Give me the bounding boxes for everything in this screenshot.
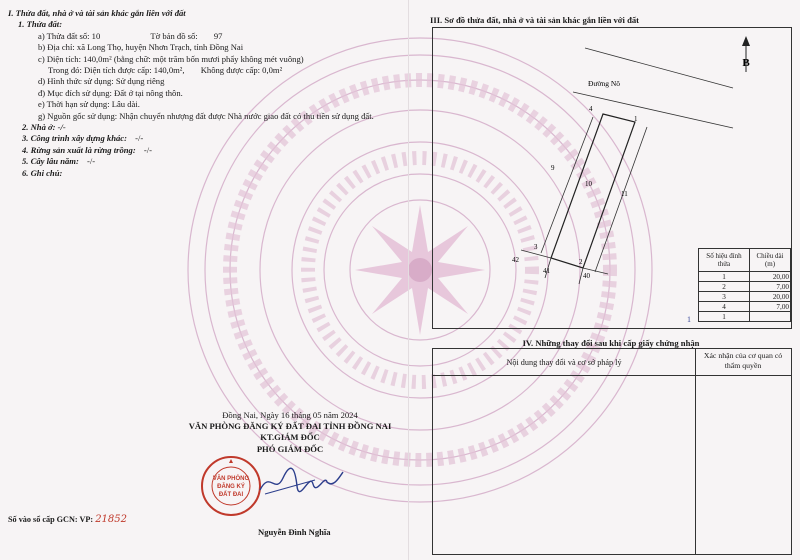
perennial-value: -/-: [86, 156, 96, 167]
registration-number: [8, 514, 127, 525]
road-lower-edge: [573, 92, 733, 128]
vertex-1: 1: [634, 115, 638, 123]
seal-line-1: VĂN PHÒNG: [212, 476, 250, 482]
area: c) Diện tích: 140,0m² (bằng chữ: một trăm bốn mươi phẩy không mét vuông): [38, 53, 304, 64]
perennial-label: 5. Cây lâu năm:: [22, 156, 79, 167]
area-granted: Trong đó: Diện tích được cấp: 140,0m²,: [48, 65, 185, 76]
changes-table-divider: [695, 349, 696, 554]
vertex-cell: 2: [699, 282, 750, 292]
col-length-header: Chiều dài (m): [750, 249, 791, 272]
section-house: 2. Nhà ở: -/-: [22, 122, 66, 133]
parcel-number-text: a) Thửa đất số: 10: [38, 30, 101, 41]
length-cell: 20,00: [750, 292, 791, 302]
usage-origin: g) Nguồn gốc sử dụng: Nhận chuyển nhượng đất được Nhà nước giao đất có thu tiền sử dụng đất.: [38, 110, 374, 121]
neighbor-line-right: [595, 127, 647, 272]
construction-value: -/-: [135, 133, 144, 144]
edge-length-table: [698, 248, 791, 322]
neighbor-42: 42: [512, 256, 519, 264]
vertex-4: 4: [589, 105, 593, 113]
table-row: [699, 312, 791, 322]
neighbor-11: 11: [621, 190, 628, 198]
vertex-2: 2: [579, 258, 583, 266]
handwritten-signature: [255, 460, 345, 500]
changes-content-header: Nội dung thay đổi và cơ sở pháp lý: [506, 357, 622, 367]
north-label: B: [742, 57, 750, 69]
issuing-office: VĂN PHÒNG ĐĂNG KÝ ĐẤT ĐAI TỈNH ĐỒNG NAI: [188, 421, 392, 432]
col-vertex-header: Số hiệu đỉnh thửa: [699, 249, 750, 272]
road-name: Đường Nô: [588, 79, 620, 88]
table-row: [699, 282, 791, 292]
seal-line-3: ĐẤT ĐAI: [218, 492, 244, 498]
area-detail: [8, 65, 406, 76]
changes-confirm-header: Xác nhận của cơ quan có thẩm quyền: [703, 351, 783, 370]
vertex-cell: 4: [699, 302, 750, 312]
length-cell: 7,00: [750, 302, 791, 312]
usage-term: e) Thời hạn sử dụng: Lâu dài.: [38, 99, 140, 110]
signature-block: [160, 410, 420, 455]
vertex-cell: 1: [699, 312, 750, 322]
forest-value: -/-: [143, 144, 152, 155]
left-panel: [8, 8, 406, 179]
area-not-granted: Không được cấp: 0,0m²: [200, 65, 283, 76]
section-3-title: III. Sơ đồ thửa đất, nhà ở và tài sản khác gắn liền với đất: [430, 15, 640, 25]
table-row: [699, 292, 791, 302]
neighbor-41: 41: [543, 267, 550, 275]
vertex-cell: 1: [699, 272, 750, 282]
kt-director: KT.GIÁM ĐỐC: [260, 432, 320, 443]
signer-name: Nguyễn Đình Nghĩa: [258, 527, 331, 537]
sign-date: Đồng Nai, Ngày 16 tháng 05 năm 2024: [222, 410, 358, 420]
section-1-title: I. Thửa đất, nhà ở và tài sản khác gắn liền với đất: [8, 8, 186, 18]
neighbor-9: 9: [551, 164, 555, 172]
seal-line-2: ĐĂNG KÝ: [217, 484, 245, 490]
forest-label: 4. Rừng sản xuất là rừng trồng:: [22, 144, 136, 155]
length-cell: [750, 312, 791, 322]
official-seal: [200, 455, 262, 517]
section-forest: [8, 145, 406, 156]
usage-form: d) Hình thức sử dụng: Sử dụng riêng: [38, 76, 165, 87]
changes-table-header: [433, 349, 791, 376]
construction-label: 3. Công trình xây dựng khác:: [22, 133, 127, 144]
parcel-number: [8, 31, 406, 42]
vertex-cell: 3: [699, 292, 750, 302]
deputy-director: PHÓ GIÁM ĐỐC: [256, 443, 324, 454]
section-notes: 6. Ghi chú:: [22, 167, 63, 178]
usage-purpose: đ) Mục đích sử dụng: Đất ở tại nông thôn.: [38, 87, 183, 98]
page-fold: [408, 0, 409, 560]
section-4-title: IV. Những thay đổi sau khi cấp giấy chứng nhận: [522, 338, 700, 348]
margin-mark: 1: [687, 315, 691, 324]
neighbor-line-bl: [521, 250, 551, 258]
neighbor-40: 40: [583, 272, 590, 280]
changes-table: [432, 348, 792, 555]
registration-value: 21852: [95, 514, 127, 525]
map-sheet-label: Tờ bản đồ số:: [150, 30, 198, 41]
north-arrow-icon: [742, 36, 750, 72]
neighbor-10: 10: [585, 180, 592, 188]
table-row: [699, 302, 791, 312]
length-cell: 7,00: [750, 282, 791, 292]
section-perennial: [8, 156, 406, 167]
registration-label: Số vào sổ cấp GCN: VP:: [8, 515, 94, 524]
table-row: [699, 272, 791, 282]
address: b) Địa chỉ: xã Long Thọ, huyện Nhơn Trạch, tỉnh Đồng Nai: [38, 42, 244, 53]
section-construction: [8, 133, 406, 144]
parcel-heading: 1. Thửa đất:: [18, 19, 63, 30]
vertex-3: 3: [534, 243, 538, 251]
map-sheet-number: 97: [213, 30, 223, 41]
length-cell: 20,00: [750, 272, 791, 282]
